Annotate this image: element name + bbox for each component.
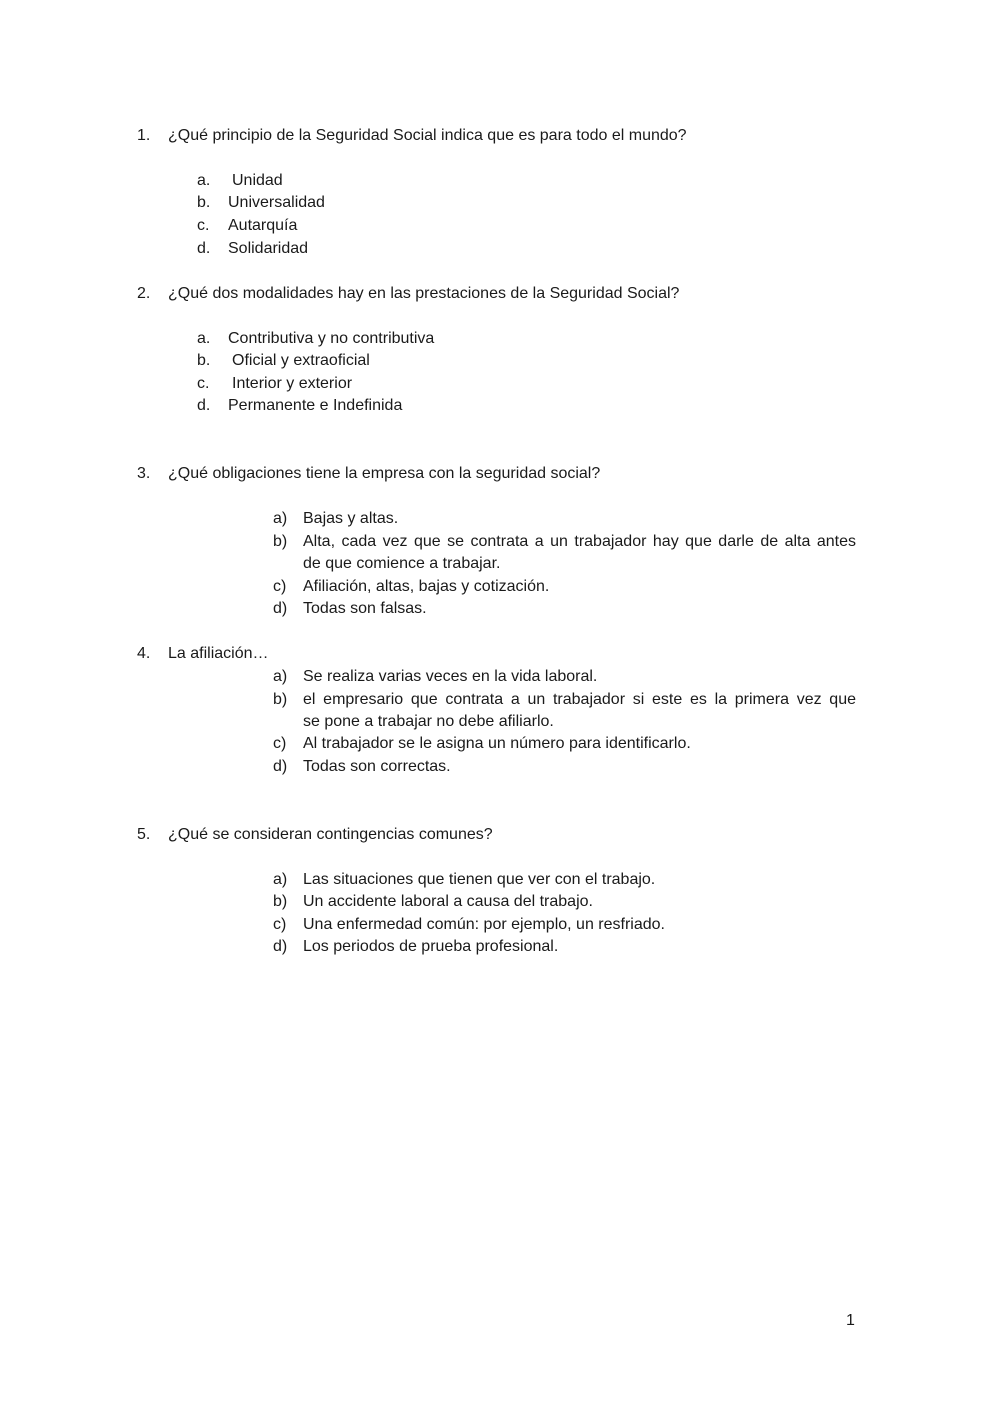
option-text: Una enfermedad común: por ejemplo, un resfriado. xyxy=(303,916,665,933)
option-label: b. xyxy=(197,194,211,211)
question-text: La afiliación… xyxy=(168,645,269,662)
option-text-continued: se pone a trabajar no debe afiliarlo. xyxy=(303,713,554,730)
option-label: a. xyxy=(197,330,211,347)
option-text: Autarquía xyxy=(228,217,298,234)
page-number: 1 xyxy=(846,1312,855,1329)
option-label: c. xyxy=(197,217,210,234)
question-number: 5. xyxy=(137,826,151,843)
question-number: 2. xyxy=(137,285,151,302)
question-number: 4. xyxy=(137,645,151,662)
option-label: a) xyxy=(273,668,288,685)
option-label: d. xyxy=(197,397,211,414)
option-text: Se realiza varias veces en la vida laboral. xyxy=(303,668,598,685)
option-label: c. xyxy=(197,375,210,392)
option-text: Un accidente laboral a causa del trabajo. xyxy=(303,893,593,910)
option-text: Contributiva y no contributiva xyxy=(228,330,435,347)
option-text: Todas son correctas. xyxy=(303,758,451,775)
option-label: c) xyxy=(273,578,287,595)
option-label: b) xyxy=(273,533,288,550)
option-text: Los periodos de prueba profesional. xyxy=(303,938,559,955)
question-text: ¿Qué principio de la Seguridad Social indica que es para todo el mundo? xyxy=(168,127,687,144)
option-text: Alta, cada vez que se contrata a un trabajador hay que darle de alta antes xyxy=(303,533,856,550)
option-label: d. xyxy=(197,240,211,257)
option-label: b. xyxy=(197,352,211,369)
option-text: Interior y exterior xyxy=(232,375,353,392)
option-text: Bajas y altas. xyxy=(303,510,399,527)
option-text: Afiliación, altas, bajas y cotización. xyxy=(303,578,550,595)
option-text: Unidad xyxy=(232,172,283,189)
option-text-continued: de que comience a trabajar. xyxy=(303,555,501,572)
option-label: d) xyxy=(273,938,288,955)
option-label: d) xyxy=(273,600,288,617)
question-text: ¿Qué dos modalidades hay en las prestaciones de la Seguridad Social? xyxy=(168,285,680,302)
option-text: Solidaridad xyxy=(228,240,309,257)
option-label: a) xyxy=(273,510,288,527)
option-label: c) xyxy=(273,735,287,752)
question-number: 1. xyxy=(137,127,151,144)
option-label: a) xyxy=(273,871,288,888)
option-label: a. xyxy=(197,172,211,189)
question-text: ¿Qué se consideran contingencias comunes? xyxy=(168,826,493,843)
option-label: b) xyxy=(273,893,288,910)
option-text: Universalidad xyxy=(228,194,325,211)
option-label: b) xyxy=(273,691,288,708)
question-number: 3. xyxy=(137,465,151,482)
option-text: el empresario que contrata a un trabajador si este es la primera vez que xyxy=(303,691,856,708)
option-text: Permanente e Indefinida xyxy=(228,397,403,414)
option-text: Al trabajador se le asigna un número para identificarlo. xyxy=(303,735,691,752)
option-label: c) xyxy=(273,916,287,933)
option-text: Las situaciones que tienen que ver con el trabajo. xyxy=(303,871,656,888)
option-text: Todas son falsas. xyxy=(303,600,427,617)
option-text: Oficial y extraoficial xyxy=(232,352,370,369)
question-text: ¿Qué obligaciones tiene la empresa con la seguridad social? xyxy=(168,465,601,482)
option-label: d) xyxy=(273,758,288,775)
